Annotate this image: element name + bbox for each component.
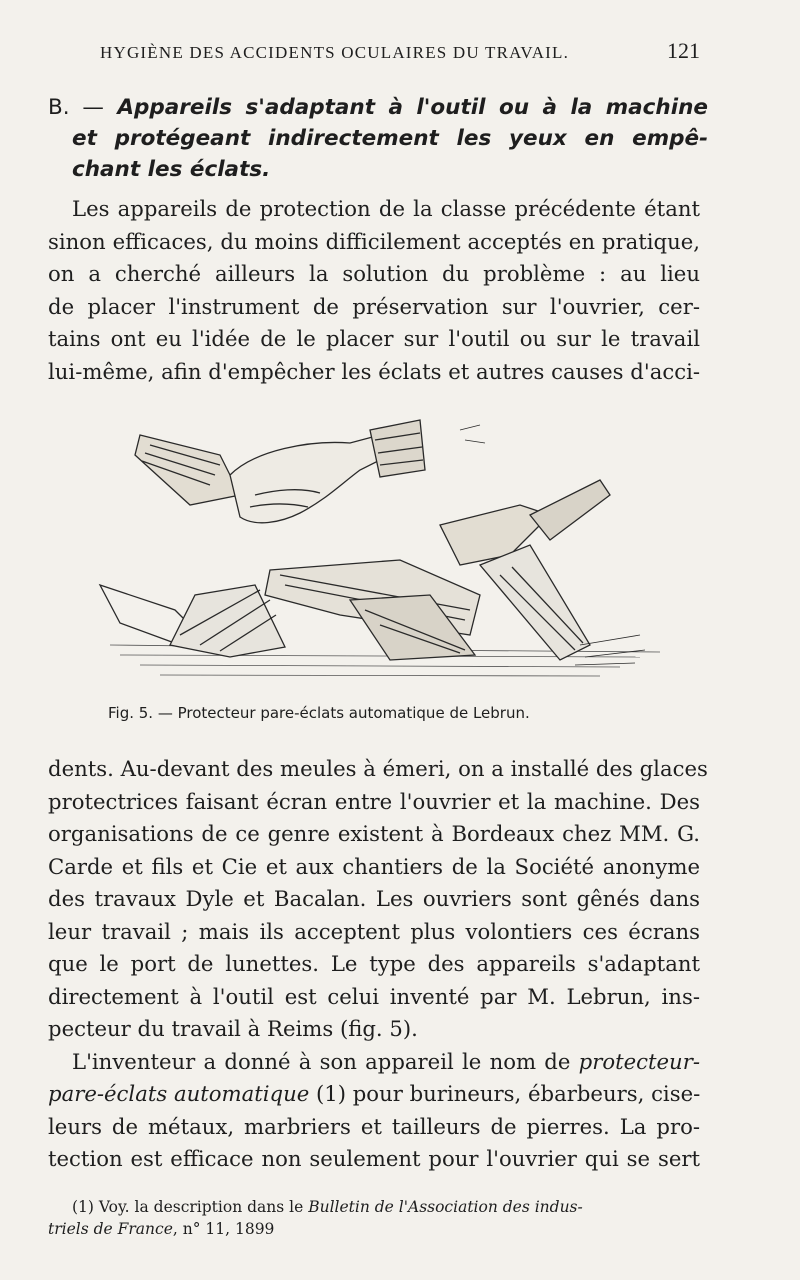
text-line: leur travail ; mais ils acceptent plus volontiers ces écrans: [48, 918, 700, 944]
text-line: protectrices faisant écran entre l'ouvrier et la machine. Des: [48, 788, 700, 814]
text-span: , n° 11, 1899: [172, 1220, 275, 1238]
paragraph-2: [48, 753, 708, 1176]
italic-term: protecteur-: [578, 1048, 700, 1074]
engraving-tools-illustration: [80, 395, 680, 695]
section-heading-line-1: [48, 92, 708, 123]
running-head: [100, 38, 700, 64]
figure-caption: Fig. 5. — Protecteur pare-éclats automatique de Lebrun.: [108, 704, 530, 722]
text-line: organisations de ce genre existent à Bordeaux chez MM. G.: [48, 821, 700, 846]
section-label: B. —: [48, 95, 104, 120]
footnote-title: Bulletin de l'Association des indus-: [308, 1198, 583, 1216]
section-heading-line-2: et protégeant indirectement les yeux en empê-: [72, 126, 708, 151]
footnote: [48, 1196, 700, 1240]
page-number: 121: [667, 38, 700, 63]
section-heading: [48, 92, 708, 185]
figure-illustration: [80, 395, 680, 695]
text-line: que le port de lunettes. Le type des appareils s'adaptant: [48, 951, 700, 976]
text-line: directement à l'outil est celui inventé par M. Lebrun, ins-: [48, 983, 700, 1009]
text-line: pecteur du travail à Reims (fig. 5).: [48, 1016, 418, 1041]
text-line: des travaux Dyle et Bacalan. Les ouvriers sont gênés dans: [48, 886, 700, 911]
text-line: tains ont eu l'idée de le placer sur l'outil ou sur le travail: [48, 326, 700, 351]
paragraph-1: [48, 193, 700, 388]
text-line: on a cherché ailleurs la solution du problème : au lieu: [48, 261, 700, 286]
paragraph-3-line-1: [48, 1046, 700, 1079]
text-line: sinon efficaces, du moins difficilement acceptés en pratique,: [48, 228, 700, 254]
text-line: Les appareils de protection de la classe précédente étant: [72, 196, 700, 221]
section-heading-line-3: chant les éclats.: [72, 157, 271, 182]
text-line: tection est efficace non seulement pour l'ouvrier qui se sert: [48, 1146, 700, 1171]
italic-term: pare-éclats automatique: [48, 1081, 310, 1106]
paragraph-3-line-2: [48, 1078, 700, 1111]
text-line: lui-même, afin d'empêcher les éclats et autres causes d'acci-: [48, 358, 700, 384]
footnote-line-2: [48, 1218, 700, 1240]
text-line: Carde et fils et Cie et aux chantiers de la Société anonyme: [48, 853, 700, 879]
text-span: L'inventeur a donné à son appareil le nom de: [72, 1048, 579, 1074]
text-span: (1) pour burineurs, ébarbeurs, cise-: [309, 1081, 701, 1106]
footnote-line-1: [48, 1196, 700, 1218]
footnote-title: triels de France: [48, 1220, 173, 1238]
text-line: leurs de métaux, marbriers et tailleurs de pierres. La pro-: [48, 1113, 700, 1139]
text-span: (1) Voy. la description dans le: [72, 1198, 309, 1216]
text-line: de placer l'instrument de préservation sur l'ouvrier, cer-: [48, 293, 700, 319]
running-head-title: HYGIÈNE DES ACCIDENTS OCULAIRES DU TRAVAIL.: [100, 43, 570, 62]
section-title-1: Appareils s'adaptant à l'outil ou à la machine: [117, 95, 708, 120]
text-line: dents. Au-devant des meules à émeri, on a installé des glaces: [48, 756, 708, 781]
